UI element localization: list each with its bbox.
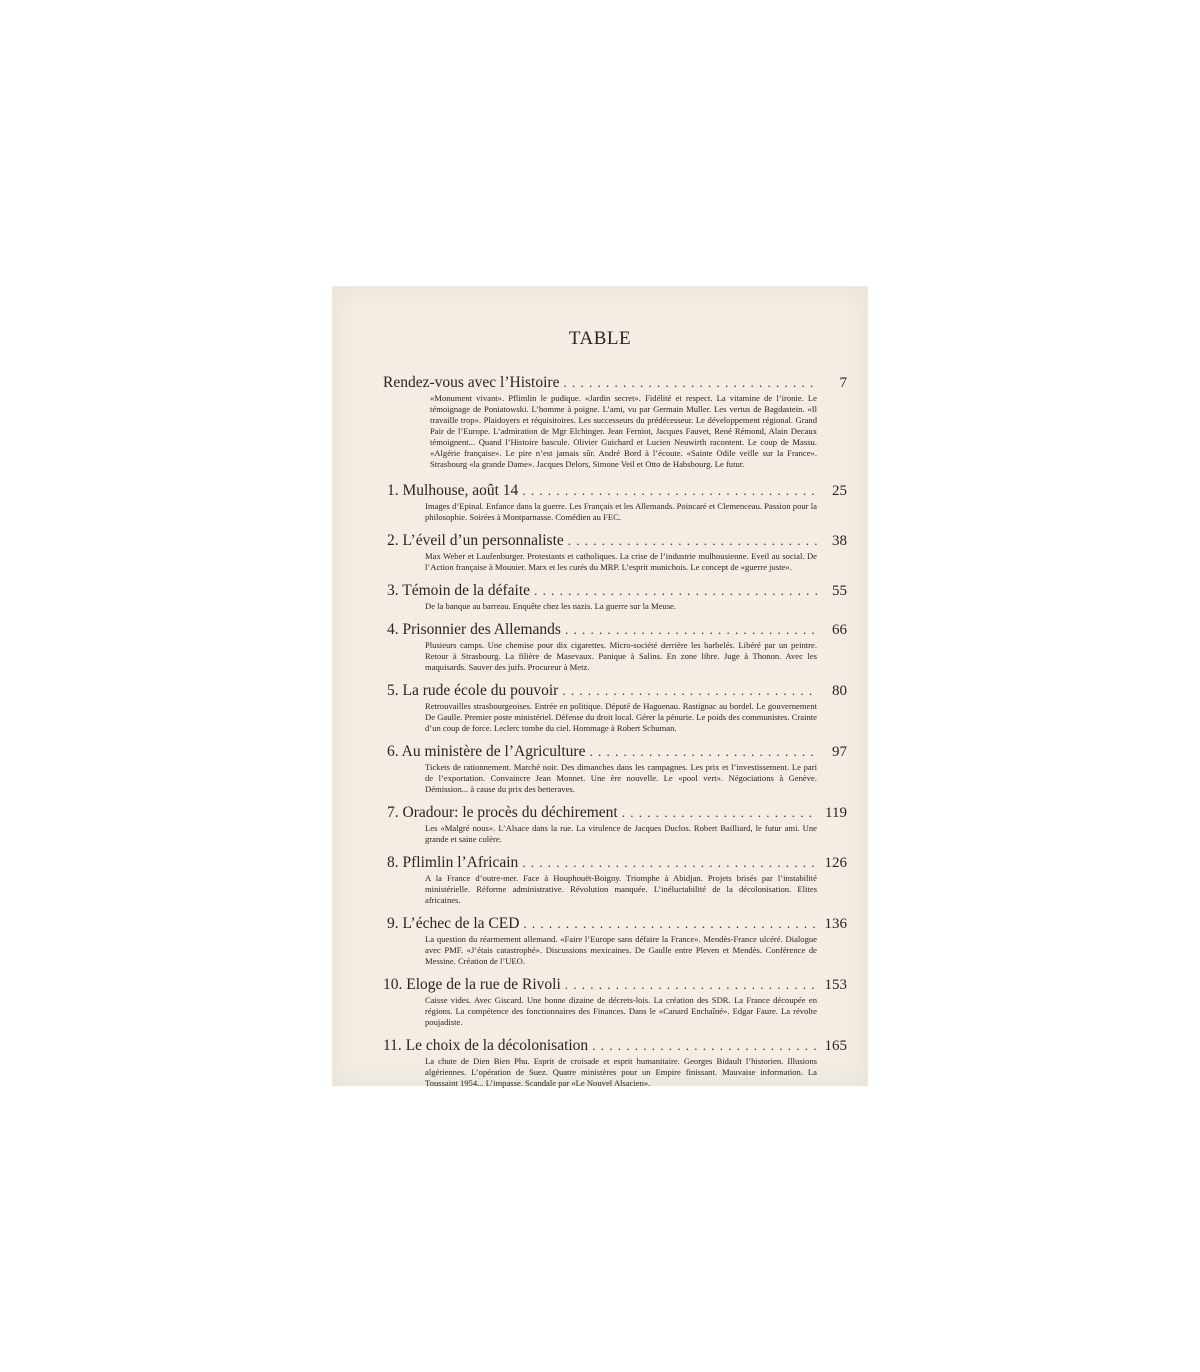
chapter-number: 9.: [387, 915, 399, 932]
page-number: 97: [832, 744, 847, 760]
chapter-title-text: Rendez-vous avec l’Histoire: [383, 374, 560, 391]
chapter-summary: «Monument vivant». Pflimlin le pudique. «Jardin secret». Fidélité et respect. La vitamine de l’ironie. Le témoignage de Poniatowski. L’homme à poigne. L’ami, vu par Germain Muller. Les vertus de Bagdastein. «Il travaille trop». Plaidoyers et réquisitoires. Les successeurs du prédécesseur. Le développement régional. Grand Pair de l’Europe. L’admiration de Mgr Elchinger. Jean Ferniot, Jacques Fauvet, René Rémond, Alain Decaux témoignent... Quand l’Histoire bascule. Olivier Guichard et Lucien Neuwirth racontent. Le coup de Massu. «Algérie française». Le pire n’est jamais sûr. André Bord à l’écoute. «Sainte Odile veille sur la France». Strasbourg «la grande Dame». Jacques Delors, Simone Veil et Otto de Habsbourg. Le futur.: [430, 393, 817, 469]
toc-entry-heading: [383, 682, 847, 700]
toc-entry-heading: [383, 374, 847, 392]
toc-entry: [383, 532, 847, 573]
chapter-title: [387, 854, 518, 872]
page-number: 55: [832, 583, 847, 599]
chapter-title-text: Au ministère de l’Agriculture: [401, 743, 586, 760]
toc-entry-heading: [383, 976, 847, 994]
chapter-title: [383, 374, 559, 392]
chapter-title: [387, 804, 618, 822]
chapter-title: [387, 532, 564, 550]
chapter-summary: La chute de Dien Bien Phu. Esprit de croisade et esprit humanitaire. Georges Bidault l’historien. Illusions algériennes. L’opération de Suez. Quatre ministères pour un Empire finissant. Mauvaise information. La Toussaint 1954... L’impasse. Scandale par «Le Nouvel Alsacien».: [425, 1056, 817, 1088]
chapter-title: [387, 915, 519, 933]
chapter-title-text: Mulhouse, août 14: [402, 482, 519, 499]
chapter-title: [387, 482, 518, 500]
page-number: 153: [824, 977, 847, 993]
toc-entry-heading: [383, 915, 847, 933]
toc-entry: [383, 1037, 847, 1089]
book-page: [332, 286, 868, 1086]
chapter-title-text: Témoin de la défaite: [402, 582, 531, 599]
dot-leader: [589, 743, 817, 761]
chapter-number: 5.: [387, 682, 399, 699]
chapter-title: [387, 743, 585, 761]
chapter-title-text: Oradour: le procès du déchirement: [402, 804, 618, 821]
chapter-title-text: La rude école du pouvoir: [402, 682, 559, 699]
toc-entry: [383, 682, 847, 734]
page-number: 165: [824, 1038, 847, 1054]
toc-entry-heading: [383, 621, 847, 639]
toc-entry: [383, 743, 847, 795]
chapter-summary: De la banque au barreau. Enquête chez les nazis. La guerre sur la Meuse.: [425, 601, 677, 611]
page-title: TABLE: [568, 328, 632, 349]
chapter-title: [387, 621, 561, 639]
chapter-title-text: L’éveil d’un personnaliste: [402, 532, 564, 549]
toc-entry: [383, 854, 847, 906]
dot-leader: [622, 804, 817, 822]
chapter-number: 10.: [383, 976, 403, 993]
toc-entry: [383, 976, 847, 1028]
page-number: 126: [824, 855, 847, 871]
dot-leader: [563, 374, 817, 392]
dot-leader: [534, 582, 817, 600]
toc-entry-heading: [383, 743, 847, 761]
chapter-title: [387, 682, 558, 700]
page-number: 66: [832, 622, 847, 638]
page-number: 7: [839, 375, 847, 391]
chapter-summary: Images d’Epinal. Enfance dans la guerre. Les Français et les Allemands. Poincaré et Clemenceau. Passion pour la philosophie. Soirées à Montparnasse. Comédien au FEC.: [425, 501, 817, 522]
toc-entry-heading: [383, 804, 847, 822]
chapter-number: 6.: [387, 743, 399, 760]
chapter-title-text: Eloge de la rue de Rivoli: [406, 976, 561, 993]
chapter-number: 4.: [387, 621, 399, 638]
chapter-number: 3.: [387, 582, 399, 599]
chapter-number: 11.: [383, 1037, 402, 1054]
chapter-title: [383, 1037, 588, 1055]
chapter-title: [387, 582, 530, 600]
chapter-number: 2.: [387, 532, 399, 549]
chapter-title-text: Pflimlin l’Africain: [402, 854, 519, 871]
toc-entry: [383, 482, 847, 523]
chapter-summary: A la France d’outre-mer. Face à Houphouët-Boigny. Triomphe à Abidjan. Projets brisés par l’instabilité ministérielle. Réforme administrative. Révolution manquée. L’inéluctabilité de la décolonisation. Elites africaines.: [425, 873, 817, 905]
toc-entry-heading: [383, 482, 847, 500]
toc-entry: [383, 915, 847, 967]
chapter-summary: Tickets de rationnement. Marché noir. Des dimanches dans les campagnes. Les prix et l’investissement. Le pari de l’exportation. Convaincre Jean Monnet. Une ère nouvelle. Le «pool vert». Négociations à Genève. Démission... à cause du prix des betteraves.: [425, 762, 817, 794]
chapter-summary: La question du réarmement allemand. «Faire l’Europe sans défaire la France». Mendès-France ulcéré. Dialogue avec PMF. «J’étais catastrophé». Discussions mexicaines. De Gaulle entre Pleven et Mendès. Conférence de Messine. Création de l’UEO.: [425, 934, 817, 966]
dot-leader: [562, 682, 817, 700]
dot-leader: [523, 915, 817, 933]
chapter-number: 1.: [387, 482, 399, 499]
toc-entry-heading: [383, 854, 847, 872]
chapter-title: [383, 976, 561, 994]
page-number: 25: [832, 483, 847, 499]
chapter-title-text: L’échec de la CED: [402, 915, 520, 932]
chapter-number: 8.: [387, 854, 399, 871]
dot-leader: [522, 482, 817, 500]
chapter-title-text: Prisonnier des Allemands: [402, 621, 561, 638]
chapter-summary: Caisse vides. Avec Giscard. Une bonne dizaine de décrets-lois. La création des SDR. La France découpée en régions. La compétence des fonctionnaires des Finances. Dans le «Canard Enchaîné». Edgar Faure. La révolte poujadiste.: [425, 995, 817, 1027]
chapter-summary: Max Weber et Laufenburger. Protestants et catholiques. La crise de l’industrie mulhousienne. Eveil au social. De l’Action française à Mounier. Marx et les curés du MRP. L’esprit munichois. Le concept de «guerre juste».: [425, 551, 817, 572]
table-of-contents: [383, 374, 847, 1098]
page-number: 38: [832, 533, 847, 549]
dot-leader: [565, 976, 817, 994]
dot-leader: [592, 1037, 817, 1055]
toc-entry-heading: [383, 532, 847, 550]
dot-leader: [565, 621, 817, 639]
chapter-title-text: Le choix de la décolonisation: [405, 1037, 589, 1054]
toc-entry: [383, 621, 847, 673]
toc-entry-heading: [383, 582, 847, 600]
dot-leader: [568, 532, 817, 550]
page-number: 136: [824, 916, 847, 932]
toc-entry: [383, 582, 847, 612]
chapter-summary: Les «Malgré nous». L’Alsace dans la rue. La virulence de Jacques Duclos. Robert Bailliard, le futur ami. Une grande et saine colère.: [425, 823, 817, 844]
chapter-summary: Plusieurs camps. Une chemise pour dix cigarettes. Micro-société derrière les barbelés. Libéré par un peintre. Retour à Strasbourg. La filière de Masevaux. Panique à Salins. En zone libre. Juge à Thonon. Avec les maquisards. Sauver des juifs. Procureur à Metz.: [425, 640, 817, 672]
dot-leader: [522, 854, 817, 872]
page-number: 119: [825, 805, 847, 821]
toc-entry: [383, 374, 847, 470]
chapter-summary: Retrouvailles strasbourgeoises. Entrée en politique. Député de Haguenau. Rastignac au bordel. Le gouvernement De Gaulle. Premier poste ministériel. Défense du droit local. Gérer la pénurie. Le poids des communistes. Crainte d’un coup de force. Leclerc tombe du ciel. Hommage à Robert Schuman.: [425, 701, 817, 733]
page-number: 80: [832, 683, 847, 699]
toc-entry-heading: [383, 1037, 847, 1055]
toc-entry: [383, 804, 847, 845]
chapter-number: 7.: [387, 804, 399, 821]
